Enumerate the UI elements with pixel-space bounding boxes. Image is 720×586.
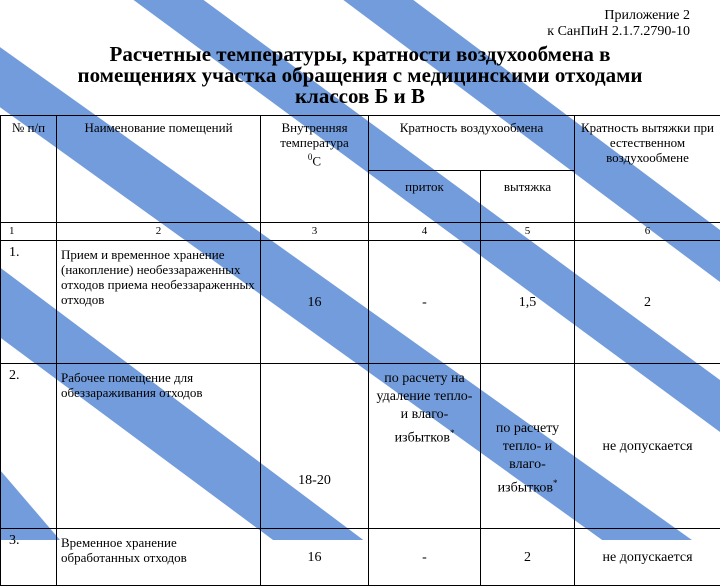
row-2-exhaust-footnote: * <box>553 478 558 488</box>
row-1-name: Прием и временное хранение (накопление) необеззараженных отходов приема необеззараженных отходов <box>57 241 261 364</box>
row-3-num: 3. <box>1 529 57 586</box>
temperature-table <box>0 115 720 586</box>
header-exhaust: вытяжка <box>481 171 575 223</box>
data-table <box>0 115 720 586</box>
col-number-1: 1 <box>1 223 57 241</box>
row-3-inflow: - <box>369 529 481 586</box>
row-1-temp: 16 <box>261 241 369 364</box>
row-3-natural: не допускается <box>575 529 720 586</box>
header-num: № п/п <box>1 116 57 223</box>
row-2-exhaust-text: по расчету тепло- и влаго-избытков <box>496 421 559 496</box>
row-1-num: 1. <box>1 241 57 364</box>
row-2-name: Рабочее помещение для обеззараживания отходов <box>57 364 261 529</box>
row-2-num: 2. <box>1 364 57 529</box>
col-number-2: 2 <box>57 223 261 241</box>
header-natural: Кратность вытяжки при естественном воздухообмене <box>575 116 720 223</box>
row-2-natural: не допускается <box>575 364 720 529</box>
header-exchange: Кратность воздухообмена <box>369 116 575 171</box>
title-line-1: Расчетные температуры, кратности воздухообмена в <box>20 44 700 65</box>
col-number-6: 6 <box>575 223 720 241</box>
row-1-natural: 2 <box>575 241 720 364</box>
appendix-line-1: Приложение 2 <box>547 8 690 24</box>
header-inflow: приток <box>369 171 481 223</box>
table-row <box>1 529 720 586</box>
col-number-5: 5 <box>481 223 575 241</box>
row-2-inflow <box>369 364 481 529</box>
row-1-inflow: - <box>369 241 481 364</box>
row-2-temp: 18-20 <box>261 364 369 529</box>
row-3-exhaust: 2 <box>481 529 575 586</box>
header-temp-unit: С <box>312 153 321 168</box>
table-row <box>1 364 720 529</box>
row-1-exhaust: 1,5 <box>481 241 575 364</box>
title-line-3: классов Б и В <box>20 86 700 107</box>
page-title <box>20 44 700 107</box>
header-temperature <box>261 116 369 223</box>
table-row <box>1 241 720 364</box>
appendix-label <box>547 8 690 40</box>
row-3-name: Временное хранение обработанных отходов <box>57 529 261 586</box>
row-3-temp: 16 <box>261 529 369 586</box>
row-2-exhaust <box>481 364 575 529</box>
row-2-inflow-footnote: * <box>450 428 455 438</box>
row-2-inflow-text: по расчету на удаление тепло- и влаго-избытков <box>377 371 473 446</box>
col-number-4: 4 <box>369 223 481 241</box>
header-name: Наименование помещений <box>57 116 261 223</box>
col-number-3: 3 <box>261 223 369 241</box>
appendix-line-2: к СанПиН 2.1.7.2790-10 <box>547 24 690 40</box>
header-temp-text: Внутренняя температура <box>280 120 349 150</box>
title-line-2: помещениях участка обращения с медицинскими отходами <box>20 65 700 86</box>
header-temp-degree: 0 <box>308 152 313 162</box>
